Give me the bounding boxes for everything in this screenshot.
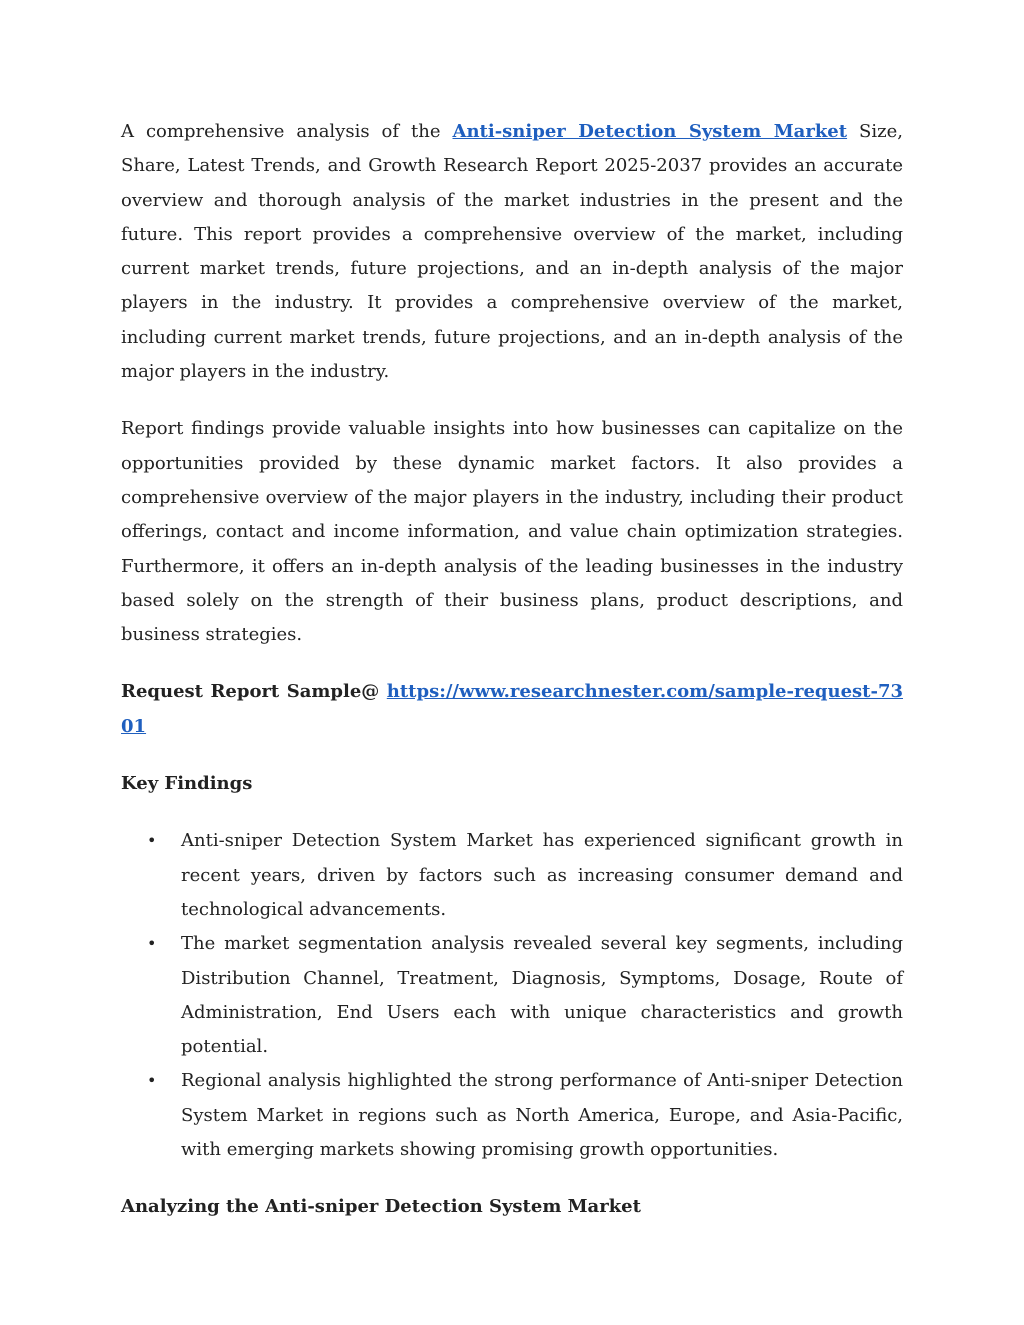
- request-sample-label: Request Report Sample@: [121, 681, 387, 703]
- list-item: [147, 927, 903, 1064]
- list-item: [147, 824, 903, 927]
- findings-paragraph: Report findings provide valuable insights into how businesses can capitalize on the opportunities provided by these dynamic market factors. It also provides a comprehensive overview of the major players in the industry, including their product offerings, contact and income information, and value chain optimization strategies. Furthermore, it offers an in-depth analysis of the leading businesses in the industry based solely on the strength of their business plans, product descriptions, and business strategies.: [121, 418, 903, 646]
- analyzing-heading: Analyzing the Anti-sniper Detection System Market: [121, 1196, 641, 1218]
- bullet-icon: •: [147, 1071, 157, 1091]
- document-page: [121, 115, 903, 1225]
- market-link[interactable]: Anti-sniper Detection System Market: [452, 121, 848, 142]
- key-findings-heading: Key Findings: [121, 773, 253, 795]
- key-findings-list: [121, 824, 903, 1167]
- intro-text-before-link: A comprehensive analysis of the: [121, 121, 453, 142]
- list-item: [147, 1064, 903, 1167]
- bullet-icon: •: [147, 934, 157, 954]
- list-item-text: The market segmentation analysis revealed several key segments, including Distribution Channel, Treatment, Diagnosis, Symptoms, Dosage, Route of Administration, End Users each with unique characteristics and growth potential.: [181, 933, 903, 1058]
- intro-text-after-link: Size, Share, Latest Trends, and Growth Research Report 2025-2037 provides an accurate overview and thorough analysis of the market industries in the present and the future. This report provides a comprehensive overview of the market, including current market trends, future projections, and an in-depth analysis of the major players in the industry. It provides a comprehensive overview of the market, including current market trends, future projections, and an in-depth analysis of the major players in the industry.: [121, 121, 904, 383]
- list-item-text: Regional analysis highlighted the strong performance of Anti-sniper Detection System Market in regions such as North America, Europe, and Asia-Pacific, with emerging markets showing promising growth opportunities.: [181, 1070, 903, 1161]
- bullet-icon: •: [147, 831, 157, 851]
- request-sample-line: [121, 675, 903, 744]
- intro-paragraph: [121, 115, 903, 389]
- sample-request-link[interactable]: https://www.researchnester.com/sample-request-7301: [121, 681, 903, 737]
- list-item-text: Anti-sniper Detection System Market has experienced significant growth in recent years, driven by factors such as increasing consumer demand and technological advancements.: [181, 830, 903, 920]
